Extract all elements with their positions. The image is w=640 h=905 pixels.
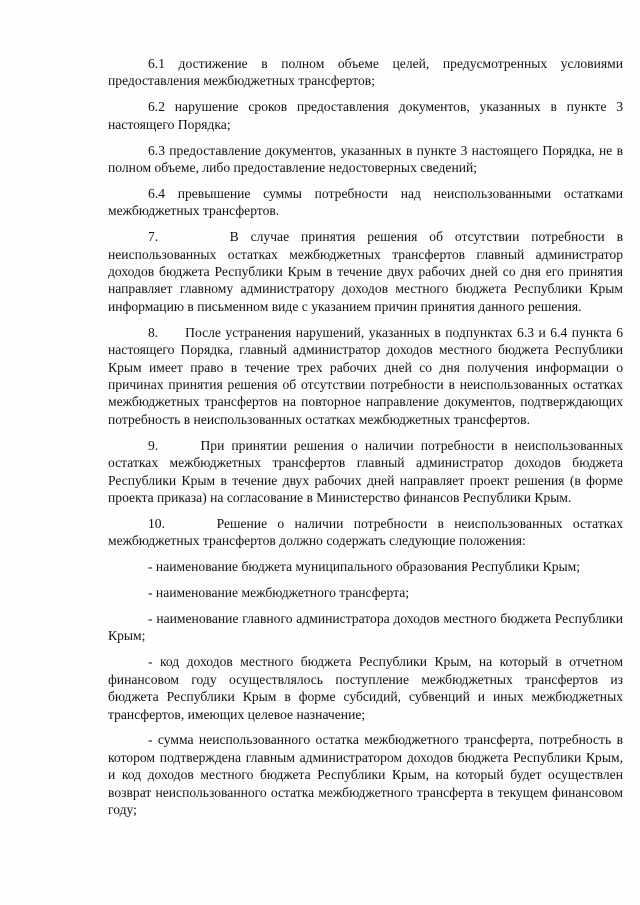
clause-9: 9. При принятии решения о наличии потребности в неиспользованных остатках межбюджетных трансфертов главный администратор доходов бюджета Республики Крым в течение двух рабочих дней направляет проект решения (в форме проекта приказа) на согласование в Министерство финансов Республики Крым. [108,437,623,505]
list-item-transfer-name: - наименование межбюджетного трансферта; [148,585,410,601]
list-item-budget-name: - наименование бюджета муниципального образования Республики Крым; [148,559,581,575]
clause-6-2: 6.2 нарушение сроков предоставления документов, указанных в пункте 3 настоящего Порядка; [108,99,623,132]
list-item-revenue-code: - код доходов местного бюджета Республики Крым, на который в отчетном финансовом году осуществлялось поступление межбюджетных трансфертов из бюджета Республики Крым в форме субсидий, субвенций и иных межбюджетных трансфертов, имеющих целевое назначение; [108,654,623,722]
clause-6-3: 6.3 предоставление документов, указанных в пункте 3 настоящего Порядка, не в полном объеме, либо предоставление недостоверных сведений; [108,142,623,176]
clause-6-4: 6.4 превышение суммы потребности над неиспользованными остатками межбюджетных трансфертов. [108,185,623,219]
clause-6-1: 6.1 достижение в полном объеме целей, предусмотренных условиями предоставления межбюджетных трансфертов; [108,56,623,89]
list-item-unused-amount: - сумма неиспользованного остатка межбюджетного трансферта, потребность в котором подтверждена главным администратором доходов бюджета Республики Крым, и код доходов местного бюджета Республики Крым, на который будет осуществлен возврат неиспользованного остатка межбюджетного трансферта в текущем финансовом году; [108,732,623,818]
clause-10: 10. Решение о наличии потребности в неиспользованных остатках межбюджетных трансфертов должно содержать следующие положения: [108,515,623,549]
clause-7: 7. В случае принятия решения об отсутствии потребности в неиспользованных остатках межбюджетных трансфертов главный администратор доходов бюджета Республики Крым в течение двух рабочих дней со дня его принятия направляет главному администратору доходов местного бюджета Республики Крым информацию в письменном виде с указанием причин принятия данного решения. [108,229,623,314]
document-body [108,55,623,827]
list-item-administrator-name: - наименование главного администратора доходов местного бюджета Республики Крым; [108,610,623,644]
clause-8: 8. После устранения нарушений, указанных в подпунктах 6.3 и 6.4 пункта 6 настоящего Порядка, главный администратор доходов местного бюджета Республики Крым имеет право в течение трех рабочих дней со дня получения информации о причинах принятия решения об отсутствии потребности в неиспользованных остатках межбюджетных трансфертов на повторное направление документов, подтверждающих потребность в неиспользованных остатках межбюджетных трансфертов. [108,324,623,427]
